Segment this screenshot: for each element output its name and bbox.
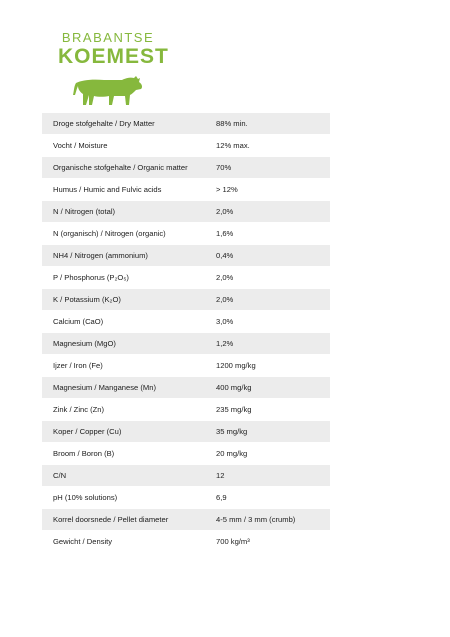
row-label: Zink / Zinc (Zn) [53,405,105,414]
table-row [42,465,330,487]
row-label: P / Phosphorus (P₂O₅) [53,273,129,282]
table-row [42,245,330,267]
table-row [42,333,330,355]
row-label: Organische stofgehalte / Organic matter [53,163,188,172]
table-row [42,201,330,223]
row-value: 235 mg/kg [216,405,252,414]
row-label: Magnesium / Manganese (Mn) [53,383,156,392]
table-row [42,509,330,531]
row-label: Broom / Boron (B) [53,449,115,458]
row-value: 12% max. [216,141,250,150]
row-value: 12 [216,471,225,480]
row-label: N / Nitrogen (total) [53,207,116,216]
row-value: 88% min. [216,119,248,128]
row-value: 1200 mg/kg [216,361,256,370]
row-label: Calcium (CaO) [53,317,104,326]
row-value: 6,9 [216,493,227,502]
logo-line1: BRABANTSE [61,30,155,45]
table-row [42,267,330,289]
table-row [42,399,330,421]
table-row [42,113,330,135]
row-value: 1,2% [216,339,234,348]
logo-line2: KOEMEST [58,45,169,68]
table-row [42,487,330,509]
row-value: 1,6% [216,229,234,238]
row-value: 2,0% [216,273,234,282]
table-row [42,223,330,245]
row-value: 20 mg/kg [216,449,248,458]
row-value: 35 mg/kg [216,427,248,436]
brand-logo [58,30,169,110]
row-label: Humus / Humic and Fulvic acids [53,185,162,194]
row-value: 0,4% [216,251,234,260]
row-value: 70% [216,163,232,172]
row-label: Ijzer / Iron (Fe) [53,361,103,370]
row-value: 4-5 mm / 3 mm (crumb) [216,515,296,524]
table-row [42,377,330,399]
table-row [42,443,330,465]
cow-icon [72,74,144,110]
table-row [42,355,330,377]
nutrient-table [42,113,330,553]
row-value: 3,0% [216,317,234,326]
row-label: Vocht / Moisture [53,141,108,150]
row-label: pH (10% solutions) [53,493,118,502]
row-value: 2,0% [216,295,234,304]
table-row [42,135,330,157]
row-label: Magnesium (MgO) [53,339,116,348]
row-value: 700 kg/m³ [216,537,250,546]
row-label: K / Potassium (K₂O) [53,295,121,304]
table-row [42,157,330,179]
table-row [42,421,330,443]
table-row [42,179,330,201]
row-value: 2,0% [216,207,234,216]
row-label: Koper / Copper (Cu) [53,427,122,436]
row-value: > 12% [216,185,238,194]
row-label: NH4 / Nitrogen (ammonium) [53,251,148,260]
table-row [42,311,330,333]
row-value: 400 mg/kg [216,383,252,392]
table-row [42,289,330,311]
row-label: N (organisch) / Nitrogen (organic) [53,229,166,238]
table-row [42,531,330,553]
row-label: C/N [53,471,67,480]
row-label: Gewicht / Density [53,537,113,546]
row-label: Korrel doorsnede / Pellet diameter [53,515,169,524]
row-label: Droge stofgehalte / Dry Matter [53,119,155,128]
